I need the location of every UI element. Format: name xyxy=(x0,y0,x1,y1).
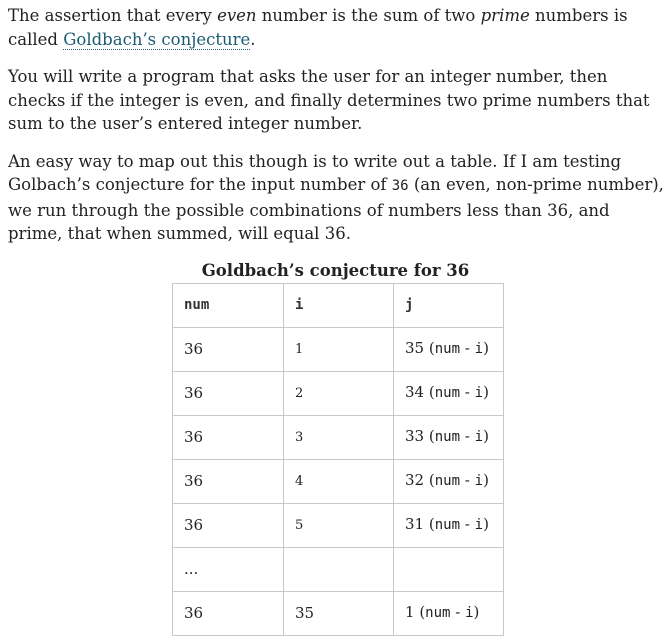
cell-i: 3 xyxy=(284,416,394,460)
cell-j-expr-i: i xyxy=(465,605,474,622)
paragraph-program: You will write a program that asks the user for an integer number, then checks if the integer is even, and finally determines two prime numbers that sum to the user’s entered integer number. xyxy=(8,67,650,133)
goldbach-conjecture-link[interactable]: Goldbach’s conjecture xyxy=(63,29,251,49)
paragraph-intro xyxy=(8,4,668,51)
cell-num: 36 xyxy=(173,416,284,460)
intro-emphasis-prime: prime xyxy=(480,6,530,25)
cell-j-expr-minus: - xyxy=(450,603,466,622)
cell-j-paren-close: ) xyxy=(473,603,480,622)
cell-j-value: 1 xyxy=(405,603,415,622)
article-body xyxy=(8,4,668,260)
cell-j-expr-minus: - xyxy=(460,383,475,402)
cell-num: ... xyxy=(173,548,284,592)
intro-text-2: number is the sum of two xyxy=(256,6,481,25)
cell-j-expr-i: i xyxy=(474,473,484,490)
cell-j-expr-num: num xyxy=(434,385,461,402)
cell-j-expr-minus: - xyxy=(460,471,475,490)
cell-j-paren-close: ) xyxy=(483,515,489,534)
table-row xyxy=(173,416,504,460)
intro-emphasis-even: even xyxy=(217,6,257,25)
table-row xyxy=(173,592,504,636)
cell-j-expr-num: num xyxy=(434,473,461,490)
cell-j-expr-minus: - xyxy=(460,515,475,534)
cell-i: 5 xyxy=(284,504,394,548)
table-row xyxy=(173,460,504,504)
cell-j xyxy=(394,548,504,592)
cell-num: 36 xyxy=(173,592,284,636)
cell-i: 2 xyxy=(284,372,394,416)
cell-j-paren-open: ( xyxy=(424,383,435,402)
cell-num: 36 xyxy=(173,328,284,372)
table-intro-text-1: An easy way to map out this though is to write out a table. If I am testing Golbach’s conjecture for the input number of xyxy=(8,151,622,194)
cell-num: 36 xyxy=(173,372,284,416)
cell-i: 1 xyxy=(284,328,394,372)
goldbach-table xyxy=(172,283,504,636)
cell-i: 35 xyxy=(284,592,394,636)
cell-j-paren-close: ) xyxy=(483,427,489,446)
cell-j-paren-open: ( xyxy=(424,427,435,446)
cell-j xyxy=(394,416,504,460)
cell-j xyxy=(394,504,504,548)
intro-text-3: numbers is called xyxy=(8,6,628,49)
cell-num: 36 xyxy=(173,460,284,504)
cell-j-value: 32 xyxy=(405,471,425,490)
cell-j-expr-i: i xyxy=(474,429,484,446)
table-row xyxy=(173,328,504,372)
cell-j xyxy=(394,592,504,636)
cell-j-paren-close: ) xyxy=(483,383,489,402)
cell-j-expr-num: num xyxy=(434,341,461,358)
paragraph-table-intro xyxy=(8,150,668,246)
table-row xyxy=(173,372,504,416)
table-header-row xyxy=(173,284,504,328)
table-body xyxy=(173,328,504,636)
cell-j-expr-minus: - xyxy=(460,339,475,358)
inline-code-36: 36 xyxy=(391,178,409,194)
cell-j-expr-i: i xyxy=(474,385,484,402)
cell-j-paren-open: ( xyxy=(424,471,435,490)
cell-j-paren-open: ( xyxy=(424,515,435,534)
intro-text-1: The assertion that every xyxy=(8,6,218,25)
cell-j xyxy=(394,460,504,504)
table-row xyxy=(173,504,504,548)
cell-j-paren-close: ) xyxy=(483,339,489,358)
cell-j-expr-i: i xyxy=(474,341,484,358)
cell-j-value: 35 xyxy=(405,339,425,358)
cell-j xyxy=(394,372,504,416)
table-row xyxy=(173,548,504,592)
cell-i: 4 xyxy=(284,460,394,504)
header-i: i xyxy=(284,284,394,328)
table-caption: Goldbach’s conjecture for 36 xyxy=(201,261,470,280)
cell-j-paren-open: ( xyxy=(414,603,426,622)
cell-j-value: 34 xyxy=(405,383,425,402)
intro-text-4: . xyxy=(250,29,256,49)
cell-j-value: 31 xyxy=(405,515,425,534)
cell-j-value: 33 xyxy=(405,427,425,446)
cell-j xyxy=(394,328,504,372)
cell-j-expr-minus: - xyxy=(460,427,475,446)
cell-j-expr-num: num xyxy=(425,605,451,622)
cell-j-paren-close: ) xyxy=(483,471,489,490)
cell-num: 36 xyxy=(173,504,284,548)
cell-i xyxy=(284,548,394,592)
cell-j-expr-i: i xyxy=(474,517,484,534)
table-intro-text-2: (an even, non-prime number), we run through the possible combinations of numbers less than 36, and prime, that when summed, will equal 36. xyxy=(8,175,664,243)
cell-j-expr-num: num xyxy=(434,429,461,446)
header-num: num xyxy=(173,284,284,328)
cell-j-expr-num: num xyxy=(434,517,461,534)
header-j: j xyxy=(394,284,504,328)
cell-j-paren-open: ( xyxy=(424,339,435,358)
